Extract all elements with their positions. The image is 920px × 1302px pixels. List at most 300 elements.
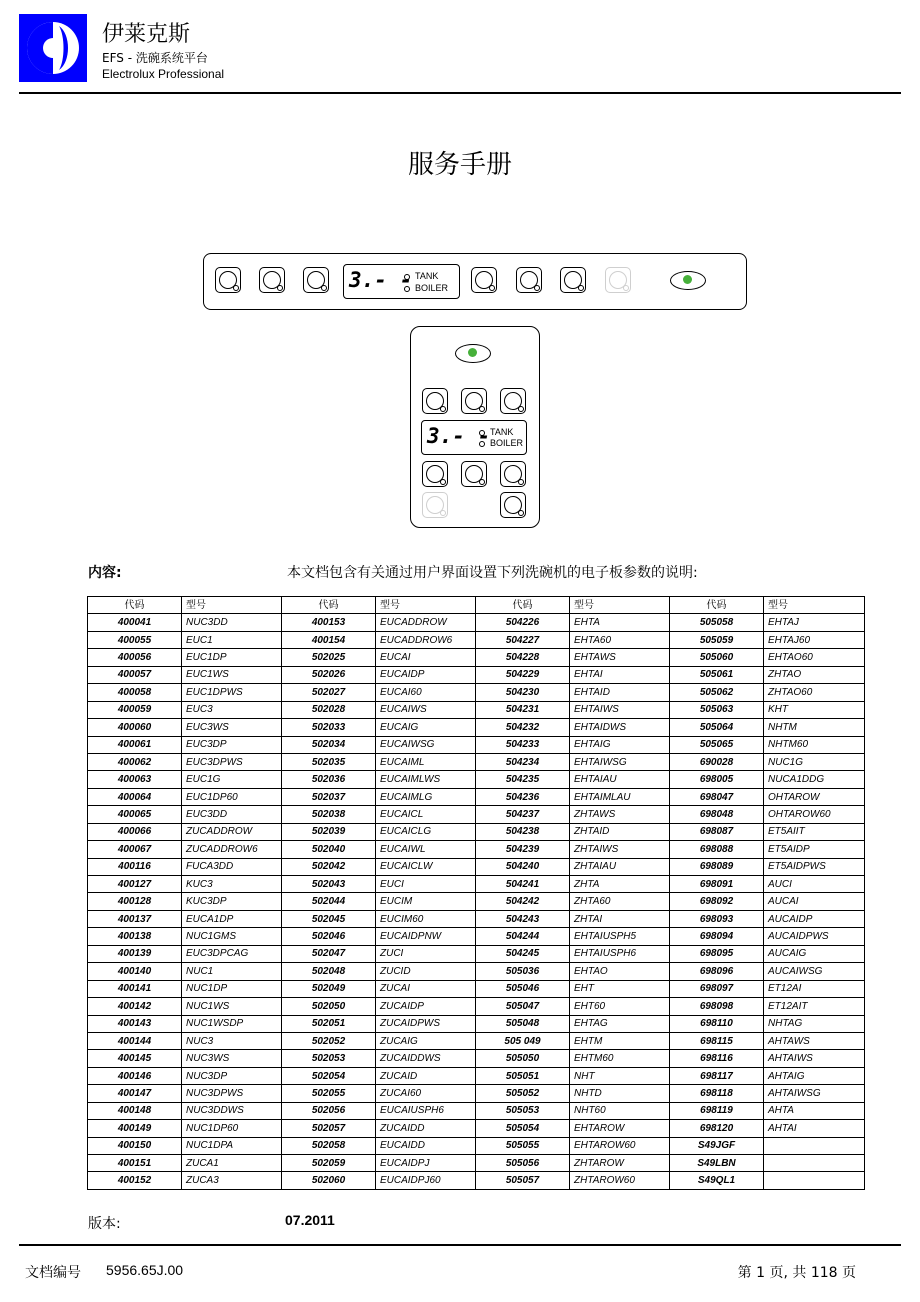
model-cell: EHTM60 bbox=[570, 1050, 670, 1067]
code-cell: 400138 bbox=[88, 928, 182, 945]
indicator-tank: TANK bbox=[479, 427, 513, 437]
code-cell: 400059 bbox=[88, 701, 182, 718]
code-cell: 502039 bbox=[282, 823, 376, 840]
footer-divider bbox=[19, 1244, 901, 1246]
model-cell: ZHTAWS bbox=[570, 806, 670, 823]
model-cell: EHTAIUSPH5 bbox=[570, 928, 670, 945]
indicator-tank: TANK bbox=[404, 271, 438, 281]
model-cell: ZUCAID bbox=[376, 1067, 476, 1084]
model-cell: ZUCID bbox=[376, 963, 476, 980]
model-cell: ZUCADDROW bbox=[182, 823, 282, 840]
table-row bbox=[88, 1120, 865, 1137]
code-cell: 400055 bbox=[88, 631, 182, 648]
header-divider bbox=[19, 92, 901, 94]
code-cell: 698093 bbox=[670, 910, 764, 927]
code-cell: 400062 bbox=[88, 753, 182, 770]
code-cell: 504226 bbox=[476, 614, 570, 631]
indicator-dot bbox=[479, 441, 485, 447]
code-cell: 698096 bbox=[670, 963, 764, 980]
model-cell: NUC1WSDP bbox=[182, 1015, 282, 1032]
table-row bbox=[88, 614, 865, 631]
code-cell: 504228 bbox=[476, 649, 570, 666]
model-cell: OHTAROW bbox=[764, 788, 865, 805]
table-row bbox=[88, 963, 865, 980]
code-cell: 502033 bbox=[282, 719, 376, 736]
code-cell: 400063 bbox=[88, 771, 182, 788]
model-cell: AUCAIG bbox=[764, 945, 865, 962]
code-cell: 502052 bbox=[282, 1032, 376, 1049]
model-cell: AHTAIG bbox=[764, 1067, 865, 1084]
code-cell: 504244 bbox=[476, 928, 570, 945]
code-cell: 502060 bbox=[282, 1172, 376, 1189]
table-row bbox=[88, 1137, 865, 1154]
model-cell: NHTAG bbox=[764, 1015, 865, 1032]
model-cell: ZUCAIG bbox=[376, 1032, 476, 1049]
code-cell: 690028 bbox=[670, 753, 764, 770]
code-cell: 502057 bbox=[282, 1120, 376, 1137]
control-panel-vertical bbox=[410, 326, 540, 528]
table-body bbox=[88, 614, 865, 1189]
header-code: 代码 bbox=[282, 597, 376, 614]
code-cell: 505060 bbox=[670, 649, 764, 666]
model-cell: EHTAIAU bbox=[570, 771, 670, 788]
model-cell: EUCAIWSG bbox=[376, 736, 476, 753]
code-cell: 505050 bbox=[476, 1050, 570, 1067]
code-cell: 505062 bbox=[670, 684, 764, 701]
code-cell: 502051 bbox=[282, 1015, 376, 1032]
table-row bbox=[88, 753, 865, 770]
model-cell: ET5AIDP bbox=[764, 841, 865, 858]
model-cell: EUCAI60 bbox=[376, 684, 476, 701]
code-cell: 505055 bbox=[476, 1137, 570, 1154]
model-cell: EHTAJ60 bbox=[764, 631, 865, 648]
code-cell: 502038 bbox=[282, 806, 376, 823]
code-cell: 698005 bbox=[670, 771, 764, 788]
document-number: 5956.65J.00 bbox=[106, 1262, 184, 1278]
model-cell: KUC3DP bbox=[182, 893, 282, 910]
model-cell: ET5AIDPWS bbox=[764, 858, 865, 875]
code-cell: 698087 bbox=[670, 823, 764, 840]
code-cell: 698089 bbox=[670, 858, 764, 875]
model-cell: ZHTAROW bbox=[570, 1155, 670, 1172]
model-cell: EHTAIWS bbox=[570, 701, 670, 718]
table-row bbox=[88, 1032, 865, 1049]
model-cell: EHTAO60 bbox=[764, 649, 865, 666]
code-cell: 400141 bbox=[88, 980, 182, 997]
model-cell: ZHTA60 bbox=[570, 893, 670, 910]
panel-button bbox=[461, 461, 487, 487]
model-cell: NUC3WS bbox=[182, 1050, 282, 1067]
code-cell: 698117 bbox=[670, 1067, 764, 1084]
model-cell: AUCAIDP bbox=[764, 910, 865, 927]
model-cell: AUCAIWSG bbox=[764, 963, 865, 980]
model-cell: EUCAICLG bbox=[376, 823, 476, 840]
code-cell: 502034 bbox=[282, 736, 376, 753]
model-cell: ZHTAID bbox=[570, 823, 670, 840]
model-cell: ZHTAIAU bbox=[570, 858, 670, 875]
table-row bbox=[88, 736, 865, 753]
code-cell: 698088 bbox=[670, 841, 764, 858]
table-row bbox=[88, 945, 865, 962]
table-row bbox=[88, 841, 865, 858]
model-cell: NUC1DPA bbox=[182, 1137, 282, 1154]
code-cell: 698119 bbox=[670, 1102, 764, 1119]
code-cell: 505052 bbox=[476, 1085, 570, 1102]
panel-button bbox=[259, 267, 285, 293]
code-cell: 504235 bbox=[476, 771, 570, 788]
code-cell: 502037 bbox=[282, 788, 376, 805]
panel-button bbox=[516, 267, 542, 293]
table-row bbox=[88, 788, 865, 805]
code-cell: 400140 bbox=[88, 963, 182, 980]
code-cell: 505036 bbox=[476, 963, 570, 980]
code-cell: 698120 bbox=[670, 1120, 764, 1137]
code-cell: 504227 bbox=[476, 631, 570, 648]
code-cell: 504237 bbox=[476, 806, 570, 823]
model-cell: EUCAIML bbox=[376, 753, 476, 770]
code-cell: S49JGF bbox=[670, 1137, 764, 1154]
model-cell: EUCI bbox=[376, 876, 476, 893]
model-cell: AHTAI bbox=[764, 1120, 865, 1137]
code-cell: 400067 bbox=[88, 841, 182, 858]
panel-button-disabled bbox=[605, 267, 631, 293]
table-row bbox=[88, 1172, 865, 1189]
brand-name: Electrolux Professional bbox=[102, 67, 225, 81]
model-cell: AHTAWS bbox=[764, 1032, 865, 1049]
model-cell: ZHTAI bbox=[570, 910, 670, 927]
code-cell: 400139 bbox=[88, 945, 182, 962]
code-cell: 502050 bbox=[282, 998, 376, 1015]
code-cell: 698110 bbox=[670, 1015, 764, 1032]
indicator-dot bbox=[479, 430, 485, 436]
table-row bbox=[88, 771, 865, 788]
model-cell: KHT bbox=[764, 701, 865, 718]
code-cell: 400152 bbox=[88, 1172, 182, 1189]
model-cell: NHT bbox=[570, 1067, 670, 1084]
model-code-table bbox=[87, 596, 865, 1190]
model-cell: AHTA bbox=[764, 1102, 865, 1119]
code-cell: 504234 bbox=[476, 753, 570, 770]
code-cell: 505 049 bbox=[476, 1032, 570, 1049]
brand-chinese-name: 伊莱克斯 bbox=[102, 22, 191, 47]
code-cell: 502047 bbox=[282, 945, 376, 962]
panel-button bbox=[471, 267, 497, 293]
model-cell: EUC1DP bbox=[182, 649, 282, 666]
model-cell: EUCAIDD bbox=[376, 1137, 476, 1154]
code-cell: 504245 bbox=[476, 945, 570, 962]
code-cell: 504233 bbox=[476, 736, 570, 753]
code-cell: 505046 bbox=[476, 980, 570, 997]
code-cell: 502043 bbox=[282, 876, 376, 893]
model-cell: EUC1G bbox=[182, 771, 282, 788]
code-cell: 502027 bbox=[282, 684, 376, 701]
model-cell: EHTAIG bbox=[570, 736, 670, 753]
model-cell: ZUCAI bbox=[376, 980, 476, 997]
electrolux-logo bbox=[19, 14, 87, 82]
code-cell: 698118 bbox=[670, 1085, 764, 1102]
model-cell: EUCIM bbox=[376, 893, 476, 910]
table-row bbox=[88, 858, 865, 875]
header-model: 型号 bbox=[570, 597, 670, 614]
model-cell: EUCADDROW6 bbox=[376, 631, 476, 648]
model-cell: EHTA60 bbox=[570, 631, 670, 648]
table-row bbox=[88, 701, 865, 718]
model-cell: EHT bbox=[570, 980, 670, 997]
model-cell: EHTAIWSG bbox=[570, 753, 670, 770]
table-row bbox=[88, 666, 865, 683]
model-cell: ZHTAROW60 bbox=[570, 1172, 670, 1189]
code-cell: 502055 bbox=[282, 1085, 376, 1102]
table-row bbox=[88, 893, 865, 910]
table-row bbox=[88, 806, 865, 823]
code-cell: 502059 bbox=[282, 1155, 376, 1172]
code-cell: 698091 bbox=[670, 876, 764, 893]
code-cell: 502025 bbox=[282, 649, 376, 666]
code-cell: 505057 bbox=[476, 1172, 570, 1189]
indicator-boiler: BOILER bbox=[404, 283, 448, 293]
code-cell: 505056 bbox=[476, 1155, 570, 1172]
model-cell: EHTAG bbox=[570, 1015, 670, 1032]
code-cell: 400058 bbox=[88, 684, 182, 701]
model-cell: NUC3DD bbox=[182, 614, 282, 631]
code-cell: 400060 bbox=[88, 719, 182, 736]
model-cell: EUCAIG bbox=[376, 719, 476, 736]
code-cell: 504236 bbox=[476, 788, 570, 805]
model-cell: NUC1GMS bbox=[182, 928, 282, 945]
code-cell: 400151 bbox=[88, 1155, 182, 1172]
code-cell: 504243 bbox=[476, 910, 570, 927]
code-cell: 698098 bbox=[670, 998, 764, 1015]
code-cell: 400146 bbox=[88, 1067, 182, 1084]
model-cell: ZHTAIWS bbox=[570, 841, 670, 858]
header-model: 型号 bbox=[376, 597, 476, 614]
model-cell: EHTA bbox=[570, 614, 670, 631]
model-cell: EHTAID bbox=[570, 684, 670, 701]
code-cell: 400061 bbox=[88, 736, 182, 753]
document-number-label: 文档编号 bbox=[25, 1265, 81, 1281]
model-cell: EHTAIMLAU bbox=[570, 788, 670, 805]
display-value: 3.- - bbox=[427, 424, 491, 448]
model-cell: AUCAIDPWS bbox=[764, 928, 865, 945]
panel-button bbox=[461, 388, 487, 414]
power-led bbox=[670, 271, 706, 290]
table-row bbox=[88, 876, 865, 893]
model-cell: ZUCADDROW6 bbox=[182, 841, 282, 858]
code-cell: 505058 bbox=[670, 614, 764, 631]
code-cell: 502054 bbox=[282, 1067, 376, 1084]
model-cell: NHTM60 bbox=[764, 736, 865, 753]
code-cell: 504238 bbox=[476, 823, 570, 840]
model-cell: EHTAJ bbox=[764, 614, 865, 631]
model-cell: EHT60 bbox=[570, 998, 670, 1015]
header-code: 代码 bbox=[670, 597, 764, 614]
model-cell: EUC3WS bbox=[182, 719, 282, 736]
code-cell: 505065 bbox=[670, 736, 764, 753]
model-cell: EUCADDROW bbox=[376, 614, 476, 631]
panel-button bbox=[500, 492, 526, 518]
header-model: 型号 bbox=[764, 597, 865, 614]
panel-button bbox=[422, 388, 448, 414]
model-cell: FUCA3DD bbox=[182, 858, 282, 875]
code-cell: 505064 bbox=[670, 719, 764, 736]
model-cell: ET12AI bbox=[764, 980, 865, 997]
temperature-display bbox=[421, 420, 527, 455]
model-cell: EHTM bbox=[570, 1032, 670, 1049]
code-cell: S49QL1 bbox=[670, 1172, 764, 1189]
model-cell: EHTAIUSPH6 bbox=[570, 945, 670, 962]
code-cell: 400041 bbox=[88, 614, 182, 631]
model-cell: NUC1DP bbox=[182, 980, 282, 997]
model-cell bbox=[764, 1172, 865, 1189]
model-cell: EUCAIMLG bbox=[376, 788, 476, 805]
code-cell: S49LBN bbox=[670, 1155, 764, 1172]
model-cell: EHTAROW60 bbox=[570, 1137, 670, 1154]
code-cell: 504231 bbox=[476, 701, 570, 718]
model-cell: EUCAIDPNW bbox=[376, 928, 476, 945]
code-cell: 400149 bbox=[88, 1120, 182, 1137]
table-row bbox=[88, 998, 865, 1015]
code-cell: 400116 bbox=[88, 858, 182, 875]
model-cell: AHTAIWS bbox=[764, 1050, 865, 1067]
code-cell: 400127 bbox=[88, 876, 182, 893]
header-model: 型号 bbox=[182, 597, 282, 614]
code-cell: 502045 bbox=[282, 910, 376, 927]
code-cell: 400137 bbox=[88, 910, 182, 927]
code-cell: 400144 bbox=[88, 1032, 182, 1049]
code-cell: 400066 bbox=[88, 823, 182, 840]
code-cell: 502056 bbox=[282, 1102, 376, 1119]
code-cell: 505053 bbox=[476, 1102, 570, 1119]
table-row bbox=[88, 1155, 865, 1172]
model-cell bbox=[764, 1155, 865, 1172]
panel-button-disabled bbox=[422, 492, 448, 518]
code-cell: 400143 bbox=[88, 1015, 182, 1032]
model-cell: NUC3DP bbox=[182, 1067, 282, 1084]
code-cell: 502048 bbox=[282, 963, 376, 980]
model-cell: ZHTAO bbox=[764, 666, 865, 683]
model-cell: ZUCI bbox=[376, 945, 476, 962]
model-cell: EUCAIWS bbox=[376, 701, 476, 718]
model-cell: EHTAROW bbox=[570, 1120, 670, 1137]
model-cell: EHTAIDWS bbox=[570, 719, 670, 736]
code-cell: 504240 bbox=[476, 858, 570, 875]
model-cell: EUC1DPWS bbox=[182, 684, 282, 701]
table-row bbox=[88, 980, 865, 997]
model-cell: NHTM bbox=[764, 719, 865, 736]
indicator-dot bbox=[404, 274, 410, 280]
version-label: 版本: bbox=[88, 1216, 121, 1232]
model-cell: NUC3DDWS bbox=[182, 1102, 282, 1119]
page-info: 第 1 页, 共 118 页 bbox=[737, 1265, 856, 1281]
code-cell: 698092 bbox=[670, 893, 764, 910]
code-cell: 698048 bbox=[670, 806, 764, 823]
panel-button bbox=[303, 267, 329, 293]
model-cell: ZUCAI60 bbox=[376, 1085, 476, 1102]
code-cell: 502049 bbox=[282, 980, 376, 997]
code-cell: 400150 bbox=[88, 1137, 182, 1154]
indicator-boiler: BOILER bbox=[479, 438, 523, 448]
model-cell: NUC1WS bbox=[182, 998, 282, 1015]
model-cell bbox=[764, 1137, 865, 1154]
code-cell: 502040 bbox=[282, 841, 376, 858]
power-led bbox=[455, 344, 491, 363]
code-cell: 505048 bbox=[476, 1015, 570, 1032]
model-cell: NHT60 bbox=[570, 1102, 670, 1119]
code-cell: 698095 bbox=[670, 945, 764, 962]
code-cell: 505047 bbox=[476, 998, 570, 1015]
code-cell: 505061 bbox=[670, 666, 764, 683]
code-cell: 400147 bbox=[88, 1085, 182, 1102]
code-cell: 400128 bbox=[88, 893, 182, 910]
table-row bbox=[88, 1015, 865, 1032]
model-cell: ZUCAIDP bbox=[376, 998, 476, 1015]
model-cell: EUCA1DP bbox=[182, 910, 282, 927]
code-cell: 698097 bbox=[670, 980, 764, 997]
model-cell: NUC1G bbox=[764, 753, 865, 770]
code-cell: 505063 bbox=[670, 701, 764, 718]
model-cell: AUCAI bbox=[764, 893, 865, 910]
code-cell: 400148 bbox=[88, 1102, 182, 1119]
code-cell: 400153 bbox=[282, 614, 376, 631]
header-code: 代码 bbox=[88, 597, 182, 614]
code-cell: 400064 bbox=[88, 788, 182, 805]
table-row bbox=[88, 1050, 865, 1067]
model-cell: EHTAWS bbox=[570, 649, 670, 666]
code-cell: 505051 bbox=[476, 1067, 570, 1084]
code-cell: 502036 bbox=[282, 771, 376, 788]
model-cell: NUC1 bbox=[182, 963, 282, 980]
model-cell: EUC3DD bbox=[182, 806, 282, 823]
indicator-dot bbox=[404, 286, 410, 292]
model-cell: ZHTA bbox=[570, 876, 670, 893]
code-cell: 502042 bbox=[282, 858, 376, 875]
model-cell: ZUCAIDDWS bbox=[376, 1050, 476, 1067]
code-cell: 698115 bbox=[670, 1032, 764, 1049]
model-cell: NUC3DPWS bbox=[182, 1085, 282, 1102]
version-value: 07.2011 bbox=[285, 1212, 335, 1228]
table-row bbox=[88, 684, 865, 701]
model-cell: KUC3 bbox=[182, 876, 282, 893]
table-row bbox=[88, 1067, 865, 1084]
model-cell: EUC3DPWS bbox=[182, 753, 282, 770]
model-cell: EHTAO bbox=[570, 963, 670, 980]
model-cell: ZUCA3 bbox=[182, 1172, 282, 1189]
panel-button bbox=[215, 267, 241, 293]
model-cell: EUC3DPCAG bbox=[182, 945, 282, 962]
code-cell: 505054 bbox=[476, 1120, 570, 1137]
code-cell: 502028 bbox=[282, 701, 376, 718]
model-cell: NHTD bbox=[570, 1085, 670, 1102]
table-row bbox=[88, 823, 865, 840]
code-cell: 400154 bbox=[282, 631, 376, 648]
code-cell: 502044 bbox=[282, 893, 376, 910]
panel-button bbox=[422, 461, 448, 487]
model-cell: EUCAIDPJ bbox=[376, 1155, 476, 1172]
control-panel-horizontal bbox=[203, 253, 747, 310]
document-title: 服务手册 bbox=[407, 150, 512, 180]
code-cell: 504230 bbox=[476, 684, 570, 701]
code-cell: 502058 bbox=[282, 1137, 376, 1154]
code-cell: 400056 bbox=[88, 649, 182, 666]
model-cell: EUCAIMLWS bbox=[376, 771, 476, 788]
code-cell: 400057 bbox=[88, 666, 182, 683]
table-header-row bbox=[88, 597, 865, 614]
table-row bbox=[88, 928, 865, 945]
panel-button bbox=[560, 267, 586, 293]
model-cell: EUC3DP bbox=[182, 736, 282, 753]
model-cell: EUCAICL bbox=[376, 806, 476, 823]
panel-button bbox=[500, 388, 526, 414]
